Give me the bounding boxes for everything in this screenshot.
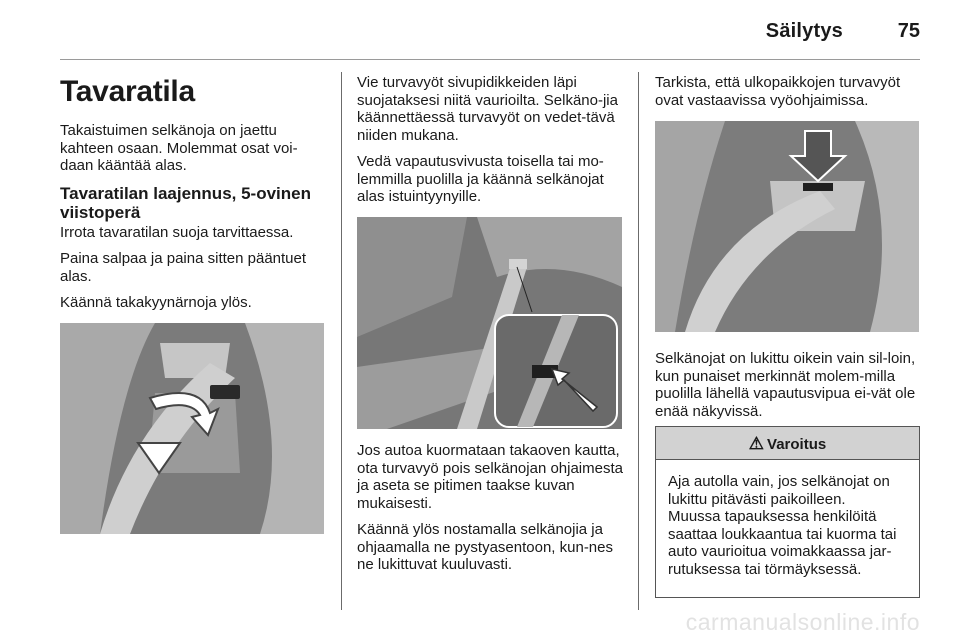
subsection-title: Tavaratilan laajennus, 5-ovinen viistoperä [60, 183, 311, 222]
page-number: 75 [897, 20, 920, 42]
warning-triangle-icon: ⚠ [748, 434, 765, 453]
paragraph: Vedä vapautusvivusta toisella tai mo-lemmilla puolilla ja käännä selkänojat alas istuintyynyille. [357, 153, 604, 205]
headrest-illustration [60, 323, 324, 534]
column-3-lower [655, 350, 922, 429]
warning-header [656, 427, 919, 460]
seatbelt-guide-check-illustration [655, 121, 919, 332]
warning-text: Muussa tapauksessa henkilöitä saattaa loukkaantua tai kuorma tai auto vaurioitua voimakkaassa jar-rutuksessa tai törmäyksessä. [668, 508, 897, 578]
paragraph: Käännä takakyynärnoja ylös. [60, 294, 252, 311]
paragraph: Tarkista, että ulkopaikkojen turvavyöt ovat vastaavissa vyöohjaimissa. [655, 74, 901, 109]
chapter-title: Tavaratila [60, 75, 195, 108]
paragraph: Paina salpaa ja paina sitten pääntuet alas. [60, 250, 307, 285]
warning-box [655, 426, 920, 598]
column-2-lower [357, 442, 624, 583]
paragraph: Selkänojat on lukittu oikein vain sil-loin, kun punaiset merkinnät molem-milla puolilla lähellä vapautusvipua ei-vät ole enää näkyvissä. [655, 350, 916, 420]
seatbelt-guide-illustration [357, 217, 622, 429]
warning-body [656, 460, 919, 578]
page-header [0, 0, 960, 60]
column-1 [60, 74, 325, 321]
header-rule [60, 59, 920, 60]
intro-paragraph: Takaistuimen selkänoja on jaettu kahteen osaan. Molemmat osat voi-daan kääntää alas. [60, 122, 298, 174]
section-title: Säilytys [765, 20, 843, 42]
column-3 [655, 74, 922, 118]
column-divider-1 [341, 72, 342, 610]
paragraph: Irrota tavaratilan suoja tarvittaessa. [60, 223, 294, 241]
warning-text: Aja autolla vain, jos selkänojat on lukittu pitävästi paikoilleen. [668, 473, 890, 508]
column-divider-2 [638, 72, 639, 610]
column-2 [357, 74, 624, 215]
paragraph: Vie turvavyöt sivupidikkeiden läpi suojataksesi niitä vaurioilta. Selkäno-jia käännettäessä turvavyöt on vedet-tävä niiden mukana. [357, 74, 618, 144]
paragraph: Jos autoa kuormataan takaoven kautta, ota turvavyö pois selkänojan ohjaimesta ja aseta se pitimen taakse kuvan mukaisesti. [357, 442, 623, 512]
paragraph: Käännä ylös nostamalla selkänojia ja ohjaamalla ne pystyasentoon, kun-nes ne lukittuvat kuuluvasti. [357, 521, 613, 573]
watermark: carmanualsonline.info [685, 609, 920, 635]
warning-label: Varoitus [767, 436, 827, 453]
